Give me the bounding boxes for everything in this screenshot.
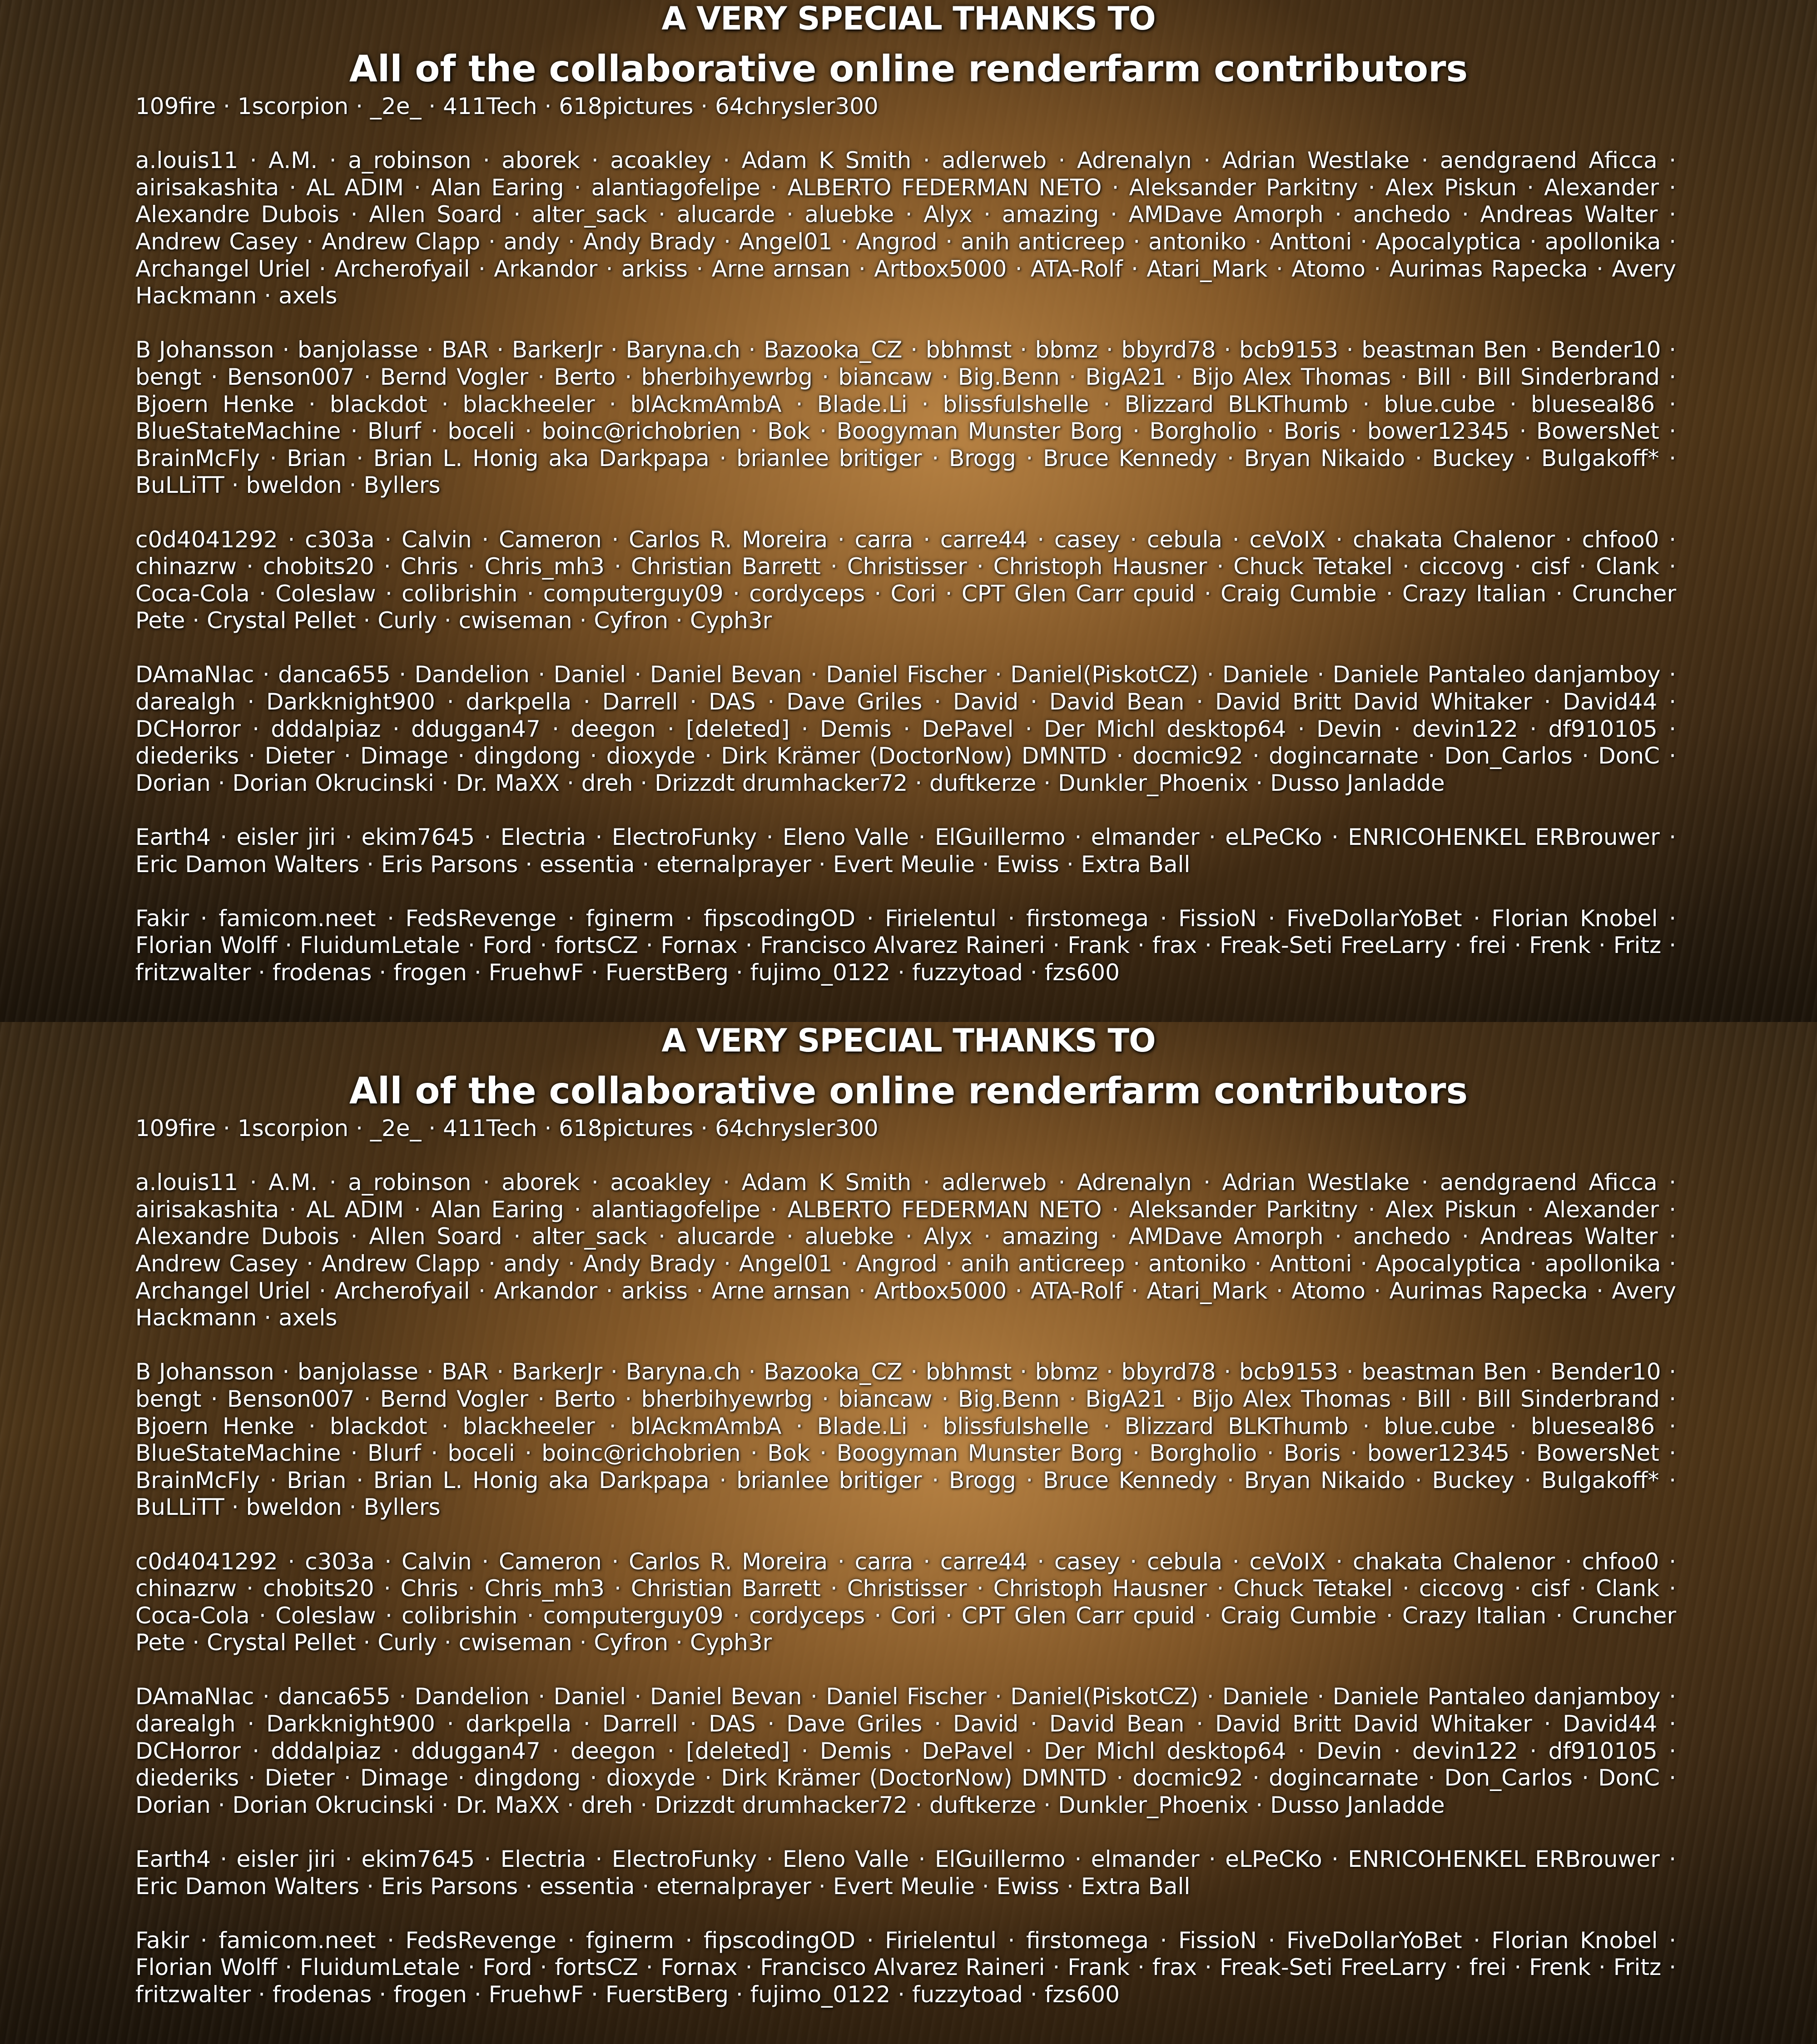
contributors-d: DAmaNIac · danca655 · Dandelion · Daniel · Daniel Bevan · Daniel Fischer · Daniel(PiskotCZ) · Daniele · Daniele Pantaleo danjamboy · darealgh · Darkknight900 · darkpella · Darrell · DAS · Dave Griles · David · David Bean · David Britt David Whitaker · David44 · DCHorror · dddalpiaz · dduggan47 · deegon · [deleted] · Demis · DePavel · Der Michl desktop64 · Devin · devin122 · df910105 · diederiks · Dieter · Dimage · dingdong · dioxyde · Dirk Krämer (DoctorNow) DMNTD · docmic92 · dogincarnate · Don_Carlos · DonC · Dorian · Dorian Okrucinski · Dr. MaXX · dreh · Drizzdt drumhacker72 · duftkerze · Dunkler_Phoenix · Dusso Janladde (135, 661, 1676, 797)
contributors-b: B Johansson · banjolasse · BAR · BarkerJr · Baryna.ch · Bazooka_CZ · bbhmst · bbmz · bbyrd78 · bcb9153 · beastman Ben · Bender10 · bengt · Benson007 · Bernd Vogler · Berto · bherbihyewrbg · biancaw · Big.Benn · BigA21 · Bijo Alex Thomas · Bill · Bill Sinderbrand · Bjoern Henke · blackdot · blackheeler · blAckmAmbA · Blade.Li · blissfulshelle · Blizzard BLKThumb · blue.cube · blueseal86 · BlueStateMachine · Blurf · boceli · boinc@richobrien · Bok · Boogyman Munster Borg · Borgholio · Boris · bower12345 · BowersNet · BrainMcFly · Brian · Brian L. Honig aka Darkpapa · brianlee britiger · Brogg · Bruce Kennedy · Bryan Nikaido · Buckey · Bulgakoff* · BuLLiTT · bweldon · Byllers (135, 1359, 1676, 1521)
thanks-subheading: All of the collaborative online renderfarm contributors (0, 1068, 1817, 1114)
thanks-heading: A VERY SPECIAL THANKS TO (0, 0, 1817, 37)
contributors-c: c0d4041292 · c303a · Calvin · Cameron · Carlos R. Moreira · carra · carre44 · casey · cebula · ceVoIX · chakata Chalenor · chfoo0 · chinazrw · chobits20 · Chris · Chris_mh3 · Christian Barrett · Christisser · Christoph Hausner · Chuck Tetakel · ciccovg · cisf · Clank · Coca-Cola · Coleslaw · colibrishin · computerguy09 · cordyceps · Cori · CPT Glen Carr cpuid · Craig Cumbie · Crazy Italian · Cruncher Pete · Crystal Pellet · Curly · cwiseman · Cyfron · Cyph3r (135, 526, 1676, 635)
contributors-d: DAmaNIac · danca655 · Dandelion · Daniel · Daniel Bevan · Daniel Fischer · Daniel(PiskotCZ) · Daniele · Daniele Pantaleo danjamboy · darealgh · Darkknight900 · darkpella · Darrell · DAS · Dave Griles · David · David Bean · David Britt David Whitaker · David44 · DCHorror · dddalpiaz · dduggan47 · deegon · [deleted] · Demis · DePavel · Der Michl desktop64 · Devin · devin122 · df910105 · diederiks · Dieter · Dimage · dingdong · dioxyde · Dirk Krämer (DoctorNow) DMNTD · docmic92 · dogincarnate · Don_Carlos · DonC · Dorian · Dorian Okrucinski · Dr. MaXX · dreh · Drizzdt drumhacker72 · duftkerze · Dunkler_Phoenix · Dusso Janladde (135, 1683, 1676, 1819)
contributors-digits: 109fire · 1scorpion · _2e_ · 411Tech · 618pictures · 64chrysler300 (135, 93, 1676, 120)
thanks-heading: A VERY SPECIAL THANKS TO (0, 1022, 1817, 1059)
contributors-b: B Johansson · banjolasse · BAR · BarkerJr · Baryna.ch · Bazooka_CZ · bbhmst · bbmz · bbyrd78 · bcb9153 · beastman Ben · Bender10 · bengt · Benson007 · Bernd Vogler · Berto · bherbihyewrbg · biancaw · Big.Benn · BigA21 · Bijo Alex Thomas · Bill · Bill Sinderbrand · Bjoern Henke · blackdot · blackheeler · blAckmAmbA · Blade.Li · blissfulshelle · Blizzard BLKThumb · blue.cube · blueseal86 · BlueStateMachine · Blurf · boceli · boinc@richobrien · Bok · Boogyman Munster Borg · Borgholio · Boris · bower12345 · BowersNet · BrainMcFly · Brian · Brian L. Honig aka Darkpapa · brianlee britiger · Brogg · Bruce Kennedy · Bryan Nikaido · Buckey · Bulgakoff* · BuLLiTT · bweldon · Byllers (135, 337, 1676, 499)
contributors-a: a.louis11 · A.M. · a_robinson · aborek · acoakley · Adam K Smith · adlerweb · Adrenalyn · Adrian Westlake · aendgraend Aficca · airisakashita · AL ADIM · Alan Earing · alantiagofelipe · ALBERTO FEDERMAN NETO · Aleksander Parkitny · Alex Piskun · Alexander · Alexandre Dubois · Allen Soard · alter_sack · alucarde · aluebke · Alyx · amazing · AMDave Amorph · anchedo · Andreas Walter · Andrew Casey · Andrew Clapp · andy · Andy Brady · Angel01 · Angrod · anih anticreep · antoniko · Anttoni · Apocalyptica · apollonika · Archangel Uriel · Archerofyail · Arkandor · arkiss · Arne arnsan · Artbox5000 · ATA-Rolf · Atari_Mark · Atomo · Aurimas Rapecka · Avery Hackmann · axels (135, 147, 1676, 310)
contributors-f: Fakir · famicom.neet · FedsRevenge · fginerm · fipscodingOD · Firielentul · firstomega · FissioN · FiveDollarYoBet · Florian Knobel · Florian Wolff · FluidumLetale · Ford · fortsCZ · Fornax · Francisco Alvarez Raineri · Frank · frax · Freak-Seti FreeLarry · frei · Frenk · Fritz · fritzwalter · frodenas · frogen · FruehwF · FuerstBerg · fujimo_0122 · fuzzytoad · fzs600 (135, 905, 1676, 987)
contributors-f: Fakir · famicom.neet · FedsRevenge · fginerm · fipscodingOD · Firielentul · firstomega · FissioN · FiveDollarYoBet · Florian Knobel · Florian Wolff · FluidumLetale · Ford · fortsCZ · Fornax · Francisco Alvarez Raineri · Frank · frax · Freak-Seti FreeLarry · frei · Frenk · Fritz · fritzwalter · frodenas · frogen · FruehwF · FuerstBerg · fujimo_0122 · fuzzytoad · fzs600 (135, 1927, 1676, 2009)
thanks-subheading: All of the collaborative online renderfarm contributors (0, 46, 1817, 92)
contributors-a: a.louis11 · A.M. · a_robinson · aborek · acoakley · Adam K Smith · adlerweb · Adrenalyn · Adrian Westlake · aendgraend Aficca · airisakashita · AL ADIM · Alan Earing · alantiagofelipe · ALBERTO FEDERMAN NETO · Aleksander Parkitny · Alex Piskun · Alexander · Alexandre Dubois · Allen Soard · alter_sack · alucarde · aluebke · Alyx · amazing · AMDave Amorph · anchedo · Andreas Walter · Andrew Casey · Andrew Clapp · andy · Andy Brady · Angel01 · Angrod · anih anticreep · antoniko · Anttoni · Apocalyptica · apollonika · Archangel Uriel · Archerofyail · Arkandor · arkiss · Arne arnsan · Artbox5000 · ATA-Rolf · Atari_Mark · Atomo · Aurimas Rapecka · Avery Hackmann · axels (135, 1169, 1676, 1332)
contributors-digits: 109fire · 1scorpion · _2e_ · 411Tech · 618pictures · 64chrysler300 (135, 1115, 1676, 1142)
contributors-e: Earth4 · eisler jiri · ekim7645 · Electria · ElectroFunky · Eleno Valle · ElGuillermo · elmander · eLPeCKo · ENRICOHENKEL ERBrouwer · Eric Damon Walters · Eris Parsons · essentia · eternalprayer · Evert Meulie · Ewiss · Extra Ball (135, 1846, 1676, 1900)
contributors-c: c0d4041292 · c303a · Calvin · Cameron · Carlos R. Moreira · carra · carre44 · casey · cebula · ceVoIX · chakata Chalenor · chfoo0 · chinazrw · chobits20 · Chris · Chris_mh3 · Christian Barrett · Christisser · Christoph Hausner · Chuck Tetakel · ciccovg · cisf · Clank · Coca-Cola · Coleslaw · colibrishin · computerguy09 · cordyceps · Cori · CPT Glen Carr cpuid · Craig Cumbie · Crazy Italian · Cruncher Pete · Crystal Pellet · Curly · cwiseman · Cyfron · Cyph3r (135, 1548, 1676, 1657)
contributors-e: Earth4 · eisler jiri · ekim7645 · Electria · ElectroFunky · Eleno Valle · ElGuillermo · elmander · eLPeCKo · ENRICOHENKEL ERBrouwer · Eric Damon Walters · Eris Parsons · essentia · eternalprayer · Evert Meulie · Ewiss · Extra Ball (135, 824, 1676, 878)
